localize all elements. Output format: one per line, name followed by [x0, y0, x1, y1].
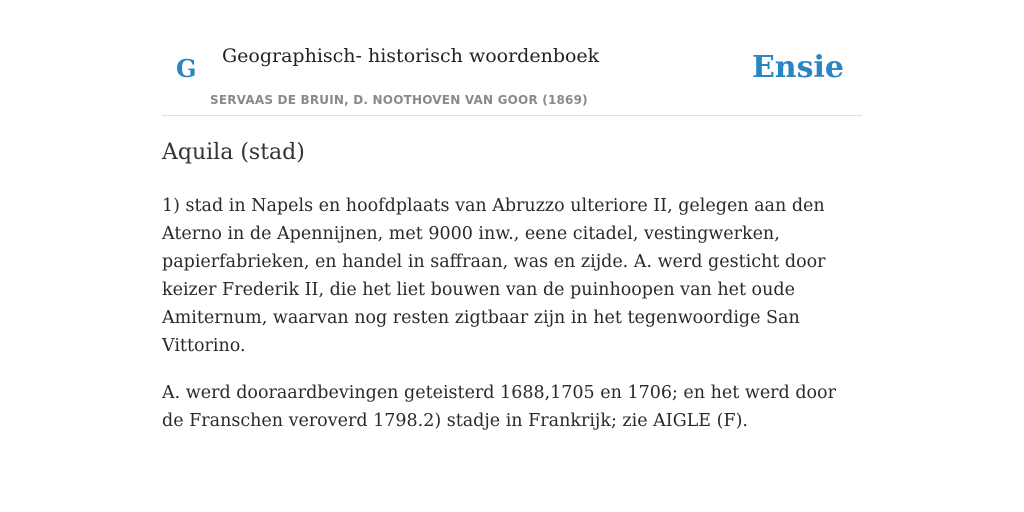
entry-paragraph: A. werd dooraardbevingen geteisterd 1688,1705 en 1706; en het werd door de Franschen veroverd 1798.2) stadje in Frankrijk; zie AIGLE (F).	[162, 383, 836, 431]
ensie-logo-link[interactable]: Ensie	[751, 50, 844, 85]
book-author: SERVAAS DE BRUIN, D. NOOTHOVEN VAN GOOR (1869)	[210, 93, 588, 107]
page-container	[162, 0, 862, 431]
book-header	[162, 0, 862, 116]
book-logo-link[interactable]: G	[176, 54, 197, 83]
entry-body	[162, 192, 862, 454]
entry-paragraph: 1) stad in Napels en hoofdplaats van Abruzzo ulteriore II, gelegen aan den Aterno in de Apennijnen, met 9000 inw., eene citadel, vestingwerken, papierfabrieken, en handel in saffraan, was en zijde. A. werd gesticht door keizer Frederik II, die het liet bouwen van de puinhoopen van het oude Amiternum, waarvan nog resten zigtbaar zijn in het tegenwoordige San Vittorino.	[162, 196, 826, 356]
entry-title: Aquila (stad)	[162, 140, 305, 165]
book-title-link[interactable]: Geographisch- historisch woordenboek	[222, 45, 600, 67]
